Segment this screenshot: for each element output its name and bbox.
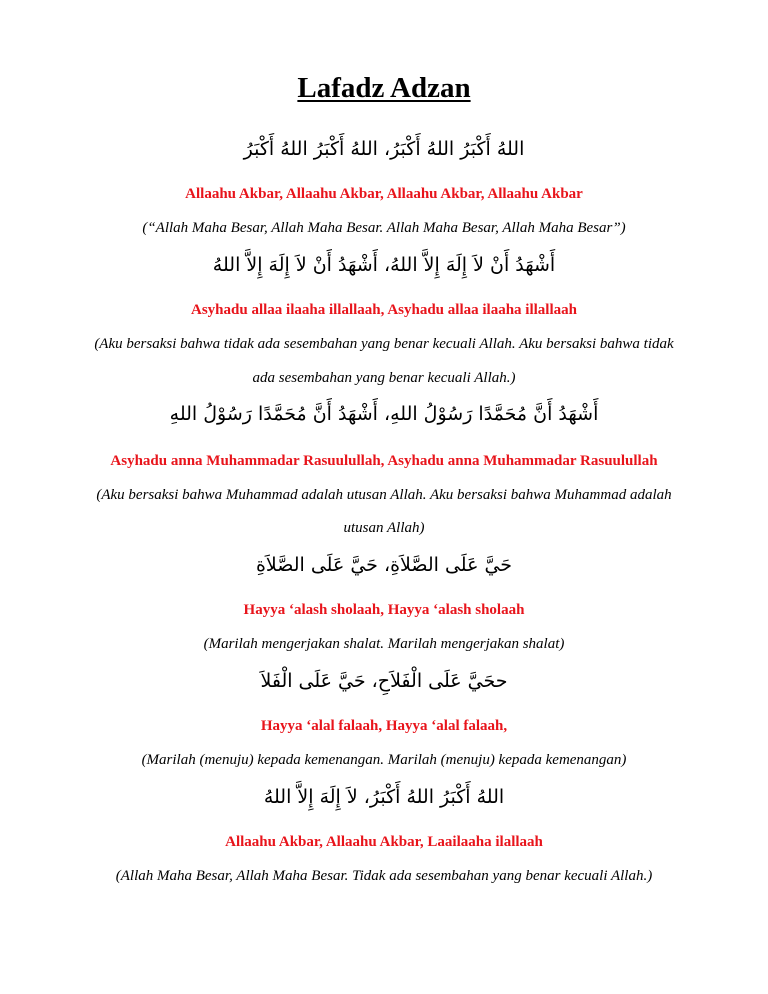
meaning-text-syahadat-tauhid-line1: (Aku bersaksi bahwa tidak ada sesembahan yang benar kecuali Allah. Aku bersaksi bahwa tidak — [94, 336, 674, 352]
meaning-text-penutup: (Allah Maha Besar, Allah Maha Besar. Tidak ada sesembahan yang benar kecuali Allah.) — [115, 868, 653, 884]
meaning-text-syahadat-rasul-line2: utusan Allah) — [343, 520, 425, 536]
page-title: Lafadz Adzan — [297, 72, 471, 104]
arabic-text-syahadat-rasul: أَشْهَدُ أَنَّ مُحَمَّدًا رَسُوْلُ اللهِ، أَشْهَدُ أَنَّ مُحَمَّدًا رَسُوْلُ اللهِ — [169, 403, 599, 425]
meaning-text-hayya-falah: (Marilah (menuju) kepada kemenangan. Marilah (menuju) kepada kemenangan) — [141, 752, 627, 768]
latin-text-hayya-sholah: Hayya ‘alash sholaah, Hayya ‘alash sholaah — [243, 602, 525, 618]
meaning-text-takbir: (“Allah Maha Besar, Allah Maha Besar. Allah Maha Besar, Allah Maha Besar”) — [142, 220, 626, 236]
meaning-text-hayya-sholah: (Marilah mengerjakan shalat. Marilah mengerjakan shalat) — [203, 636, 565, 652]
latin-text-syahadat-rasul: Asyhadu anna Muhammadar Rasuulullah, Asyhadu anna Muhammadar Rasuulullah — [110, 453, 658, 469]
latin-text-syahadat-tauhid: Asyhadu allaa ilaaha illallaah, Asyhadu allaa ilaaha illallaah — [191, 302, 577, 318]
arabic-text-takbir: اللهُ أَكْبَرُ اللهُ أَكْبَرُ، اللهُ أَكْبَرُ اللهُ أَكْبَرُ — [243, 138, 525, 160]
latin-text-takbir: Allaahu Akbar, Allaahu Akbar, Allaahu Akbar, Allaahu Akbar — [185, 186, 583, 202]
meaning-text-syahadat-tauhid-line2: ada sesembahan yang benar kecuali Allah.) — [252, 370, 516, 386]
arabic-text-penutup: اللهُ أَكْبَرُ اللهُ أَكْبَرُ، لاَ إِلَهَ إِلاَّ اللهُ — [263, 786, 505, 808]
arabic-text-hayya-falah: ححَيَّ عَلَى الْفَلاَحِ، حَيَّ عَلَى الْفَلاَ — [260, 670, 508, 692]
latin-text-penutup: Allaahu Akbar, Allaahu Akbar, Laailaaha ilallaah — [225, 834, 543, 850]
meaning-text-syahadat-rasul-line1: (Aku bersaksi bahwa Muhammad adalah utusan Allah. Aku bersaksi bahwa Muhammad adalah — [96, 487, 672, 503]
arabic-text-syahadat-tauhid: أَشْهَدُ أَنْ لاَ إِلَهَ إِلاَّ اللهُ، أَشْهَدُ أَنْ لاَ إِلَهَ إِلاَّ اللهُ — [212, 254, 556, 276]
arabic-text-hayya-sholah: حَيَّ عَلَى الصَّلاَةِ، حَيَّ عَلَى الصَّلاَةِ — [255, 554, 513, 576]
latin-text-hayya-falah: Hayya ‘alal falaah, Hayya ‘alal falaah, — [260, 718, 508, 734]
